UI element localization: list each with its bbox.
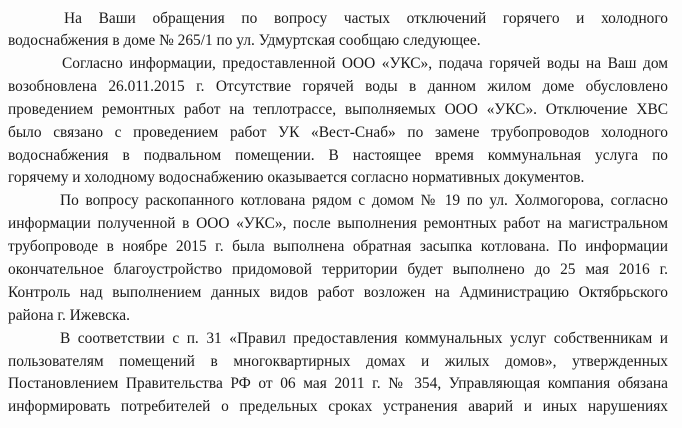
text-line: пользователям помещений в многоквартирных домах и жилых домов», утвержденных [8,353,668,370]
text-line: По вопросу раскопанного котлована рядом с домом № 19 по ул. Холмогорова, согласно [60,192,668,209]
text-line: На Ваши обращения по вопросу частых отключений горячего и холодного [64,10,668,27]
text-line: водоснабжения в доме № 265/1 по ул. Удмуртская сообщаю следующее. [8,32,481,49]
text-line: Контроль над выполнением данных видов работ возложен на Администрацию Октябрьского [8,284,668,301]
text-line: возобновлена 26.011.2015 г. Отсутствие горячей воды в данном жилом доме обусловлено [8,78,668,95]
text-line: информации полученной в ООО «УКС», после выполнения ремонтных работ на магистральном [8,215,668,232]
text-line: района г. Ижевска. [8,307,130,324]
text-line: горячему и холодному водоснабжению оказывается согласно нормативных документов. [8,169,585,186]
text-line: проведением ремонтных работ на теплотрассе, выполняемых ООО «УКС». Отключение ХВС [8,101,668,118]
text-line: информировать потребителей о предельных сроках устранения аварий и иных нарушениях [8,398,668,415]
text-line: водоснабжения в подвальном помещении. В настоящее время коммунальная услуга по [8,147,668,164]
text-line: было связано с проведением работ УК «Вест-Снаб» по замене трубопроводов холодного [8,124,668,141]
text-line: В соответствии с п. 31 «Правил предоставления коммунальных услуг собственникам и [60,330,668,347]
text-line: окончательное благоустройство придомовой территории будет выполнено до 25 мая 2016 г. [8,261,668,278]
text-line: Согласно информации, предоставленной ООО «УКС», подача горячей воды на Ваш дом [62,55,668,72]
text-line: Постановлением Правительства РФ от 06 мая 2011 г. № 354, Управляющая компания обязана [8,375,668,392]
text-line: трубопроводе в ноябре 2015 г. была выполнена обратная засыпка котлована. По информации [8,238,668,255]
